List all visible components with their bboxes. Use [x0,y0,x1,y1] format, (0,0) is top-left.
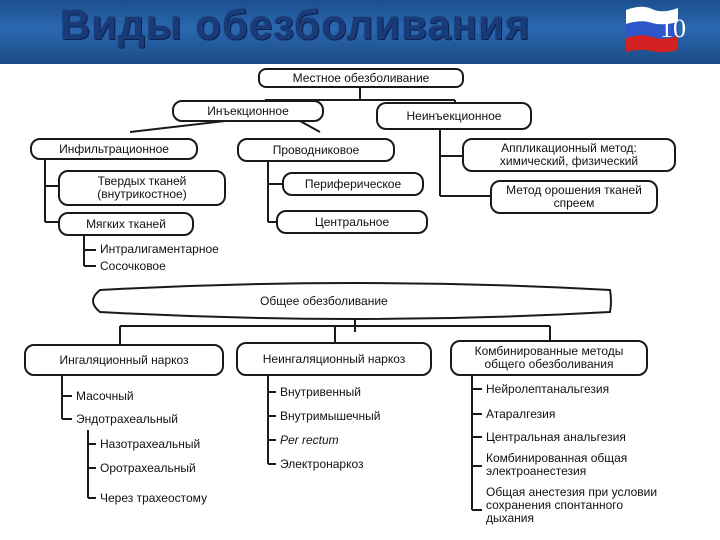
non-inhalation-box: Неингаляционный наркоз [236,342,432,376]
slide-title: Виды обезболивания [60,1,531,48]
ataralgesia-label: Атаралгезия [486,407,556,421]
non-injection-box: Неинъекционное [376,102,532,130]
infiltration-box: Инфильтрационное [30,138,198,160]
papillary-label: Сосочковое [100,259,166,273]
conduction-box: Проводниковое [237,138,395,162]
mask-label: Масочный [76,389,134,403]
inhalation-box: Ингаляционный наркоз [24,344,224,376]
intravenous-label: Внутривенный [280,385,361,399]
electronarcosis-label: Электронаркоз [280,457,364,471]
page-number: 10 [660,14,686,43]
injection-box: Инъекционное [172,100,324,122]
central-box: Центральное [276,210,428,234]
slide-header [0,0,720,64]
soft-tissue-box: Мягких тканей [58,212,194,236]
central-analgesia-label: Центральная анальгезия [486,430,626,444]
per-rectum-label: Per rectum [280,433,339,447]
combined-methods-box: Комбинированные методы общего обезболивания [450,340,648,376]
intraligamentary-label: Интралигаментарное [100,242,219,256]
application-method-box: Аппликационный метод: химический, физический [462,138,676,172]
general-anesthesia-title: Общее обезболивание [260,294,388,308]
neuroleptanalgesia-label: Нейролептанальгезия [486,382,610,396]
hard-tissue-box: Твердых тканей (внутрикостное) [58,170,226,206]
spray-method-box: Метод орошения тканей спреем [490,180,658,214]
nasotracheal-label: Назотрахеальный [100,437,201,451]
local-anesthesia-box: Местное обезболивание [258,68,464,88]
intramuscular-label: Внутримышечный [280,409,381,423]
orotracheal-label: Оротрахеальный [100,461,196,475]
tracheostomy-label: Через трахеостому [100,491,208,505]
endotracheal-label: Эндотрахеальный [76,412,178,426]
peripheral-box: Периферическое [282,172,424,196]
general-anesthesia-spontaneous-label: Общая анестезия при условии сохранения спонтанного дыхания [486,485,658,525]
combined-electro-label: Комбинированная общая электроанестезия [486,451,628,478]
anesthesia-diagram [0,64,720,540]
